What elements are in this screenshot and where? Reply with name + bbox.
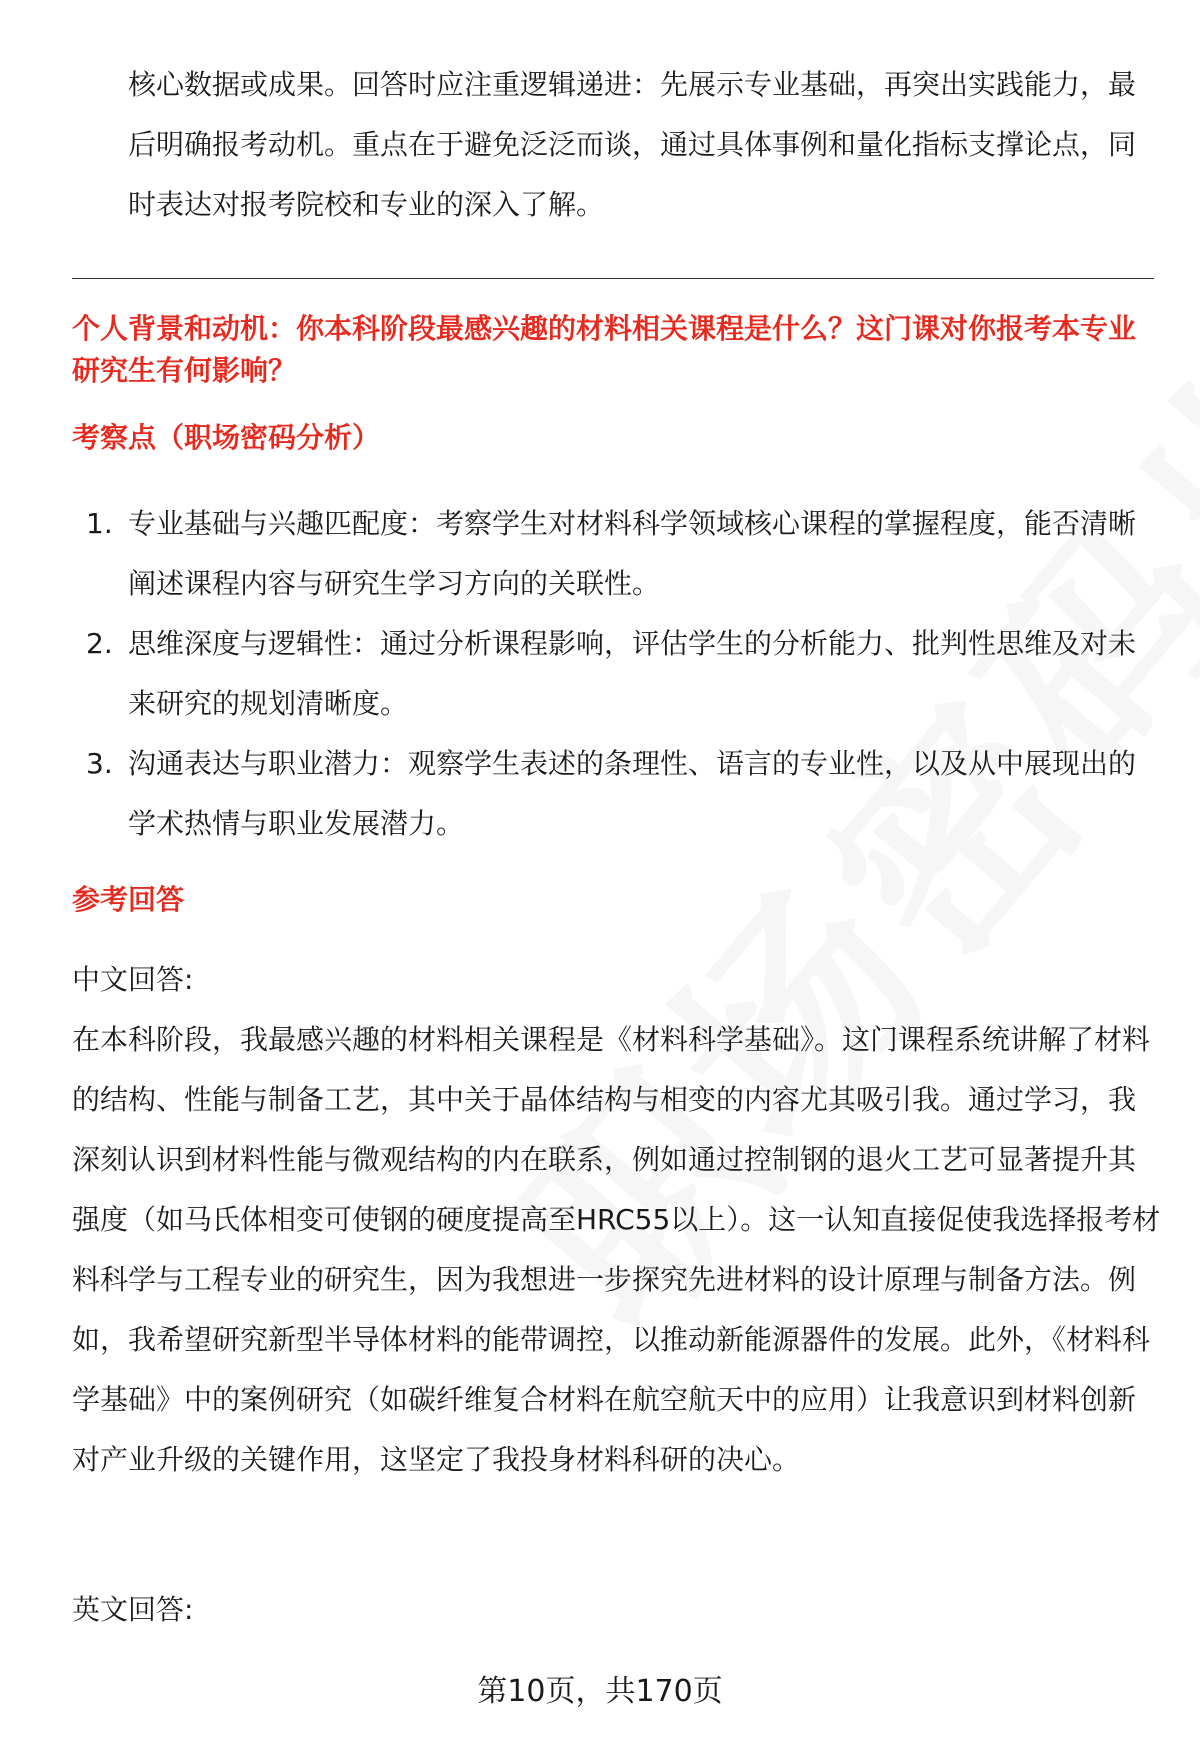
exam-point-text: 思维深度与逻辑性：通过分析课程影响，评估学生的分析能力、批判性思维及对未来研究的规划清晰度。 bbox=[128, 627, 1137, 720]
reference-answer-heading: 参考回答 bbox=[72, 883, 185, 916]
exam-point-number: 2. bbox=[86, 627, 113, 660]
english-answer-label: 英文回答: bbox=[72, 1593, 194, 1626]
chinese-answer-label: 中文回答: bbox=[72, 963, 194, 996]
previous-answer-continuation: 核心数据或成果。回答时应注重逻辑递进：先展示专业基础，再突出实践能力，最后明确报考动机。重点在于避免泛泛而谈，通过具体事例和量化指标支撑论点，同时表达对报考院校和专业的深入了解。 bbox=[128, 68, 1137, 221]
exam-point-item bbox=[80, 614, 1158, 734]
exam-point-text: 沟通表达与职业潜力：观察学生表述的条理性、语言的专业性，以及从中展现出的学术热情与职业发展潜力。 bbox=[128, 747, 1137, 840]
exam-points-heading: 考察点（职场密码分析） bbox=[72, 421, 381, 454]
chinese-answer-text: 在本科阶段，我最感兴趣的材料相关课程是《材料科学基础》。这门课程系统讲解了材料的结构、性能与制备工艺，其中关于晶体结构与相变的内容尤其吸引我。通过学习，我深刻认识到材料性能与微观结构的内在联系，例如通过控制钢的退火工艺可显著提升其强度（如马氏体相变可使钢的硬度提高至HRC55以上）。这一认知直接促使我选择报考材料科学与工程专业的研究生，因为我想进一步探究先进材料的设计原理与制备方法。例如，我希望研究新型半导体材料的能带调控，以推动新能源器件的发展。此外，《材料科学基础》中的案例研究（如碳纤维复合材料在航空航天中的应用）让我意识到材料创新对产业升级的关键作用，这坚定了我投身材料科研的决心。 bbox=[72, 1023, 1161, 1476]
question-title: 个人背景和动机：你本科阶段最感兴趣的材料相关课程是什么？这门课对你报考本专业研究生有何影响？ bbox=[72, 312, 1137, 387]
exam-point-item bbox=[80, 494, 1158, 614]
exam-point-number: 3. bbox=[86, 747, 113, 780]
exam-point-text: 专业基础与兴趣匹配度：考察学生对材料科学领域核心课程的掌握程度，能否清晰阐述课程内容与研究生学习方向的关联性。 bbox=[128, 507, 1137, 600]
section-divider bbox=[72, 278, 1154, 279]
exam-points-list bbox=[80, 494, 1158, 854]
exam-point-number: 1. bbox=[86, 507, 113, 540]
page-number-footer: 第10页，共170页 bbox=[477, 1674, 723, 1709]
exam-point-item bbox=[80, 734, 1158, 854]
